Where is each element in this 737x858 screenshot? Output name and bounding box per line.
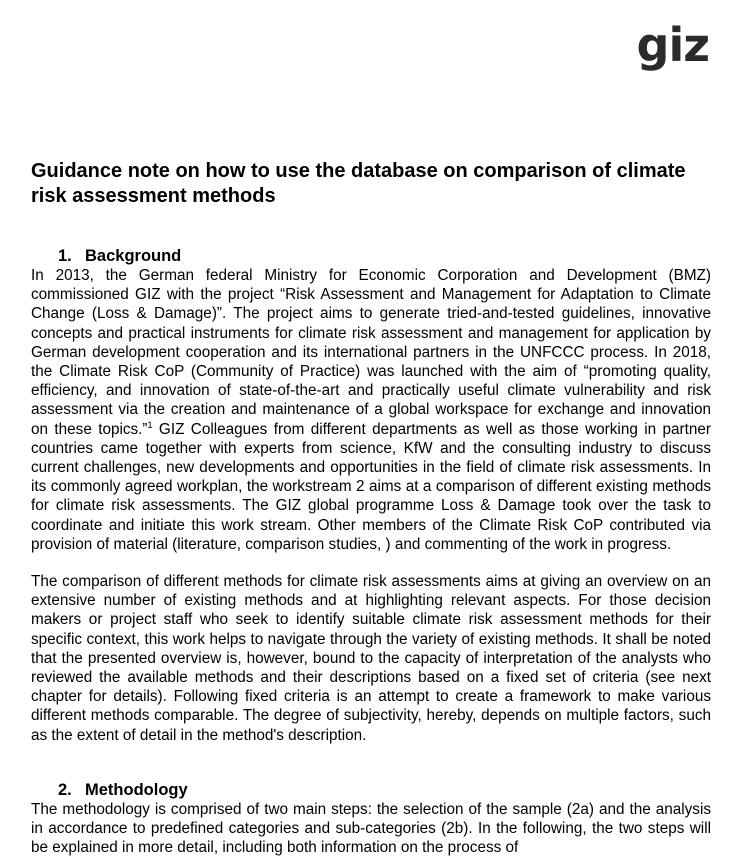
paragraph-text: In 2013, the German federal Ministry for Economic Corporation and Development (BMZ) commissioned GIZ with the project “Risk Assessment and Management for Adaptation to Climate Change (Loss & Damage)”. The project aims to generate tried-and-tested guidelines, innovative concepts and practical instruments for climate risk assessment and management for application by German development cooperation and its international partners in the UNFCCC process. In 2018, the Climate Risk CoP (Community of Practice) was launched with the aim of “promoting quality, efficiency, and innovation of state-of-the-art and practically useful climate vulnerability and risk assessment via the creation and maintenance of a global workspace for exchange and innovation on these topics.” bbox=[31, 267, 711, 438]
background-paragraph-2: The comparison of different methods for climate risk assessments aims at giving an overview on an extensive number of existing methods and at highlighting relevant aspects. For those decision makers or project staff who seek to identify suitable climate risk assessment methods for their specific context, this work helps to navigate through the variety of existing methods. It shall be noted that the presented overview is, however, bound to the capacity of interpretation of the analysts who reviewed the available methods and their descriptions based on a fixed set of criteria (see next chapter for details). Following fixed criteria is an attempt to create a framework to make various different methods comparable. The degree of subjectivity, hereby, depends on multiple factors, such as the extent of detail in the method's description. bbox=[31, 573, 711, 744]
section-number: 2. bbox=[58, 781, 72, 799]
background-paragraph-1 bbox=[31, 266, 711, 554]
section-title: Methodology bbox=[85, 781, 188, 799]
section-title: Background bbox=[85, 247, 182, 265]
document-title: Guidance note on how to use the database on comparison of climate risk assessment methods bbox=[31, 160, 686, 207]
paragraph-text-continued: GIZ Colleagues from different departments as well as those working in partner countries came together with experts from science, KfW and the consulting industry to discuss current challenges, new developments and opportunities in the field of climate risk assessments. In its commonly agreed workplan, the workstream 2 aims at a comparison of different existing methods for climate risk assessments. The GIZ global programme Loss & Damage took over the task to coordinate and initiate this work stream. Other members of the Climate Risk CoP contributed via provision of material (literature, comparison studies, ) and commenting of the work in progress. bbox=[31, 420, 711, 553]
section-heading-background bbox=[58, 246, 181, 266]
footnote-reference[interactable]: 1 bbox=[147, 419, 153, 430]
section-heading-methodology bbox=[58, 780, 188, 800]
methodology-paragraph-1: The methodology is comprised of two main steps: the selection of the sample (2a) and the analysis in accordance to predefined categories and sub-categories (2b). In the following, the two steps will be explained in more detail, including both information on the process of bbox=[31, 801, 711, 857]
section-number: 1. bbox=[58, 247, 72, 265]
giz-logo: giz bbox=[636, 18, 709, 72]
